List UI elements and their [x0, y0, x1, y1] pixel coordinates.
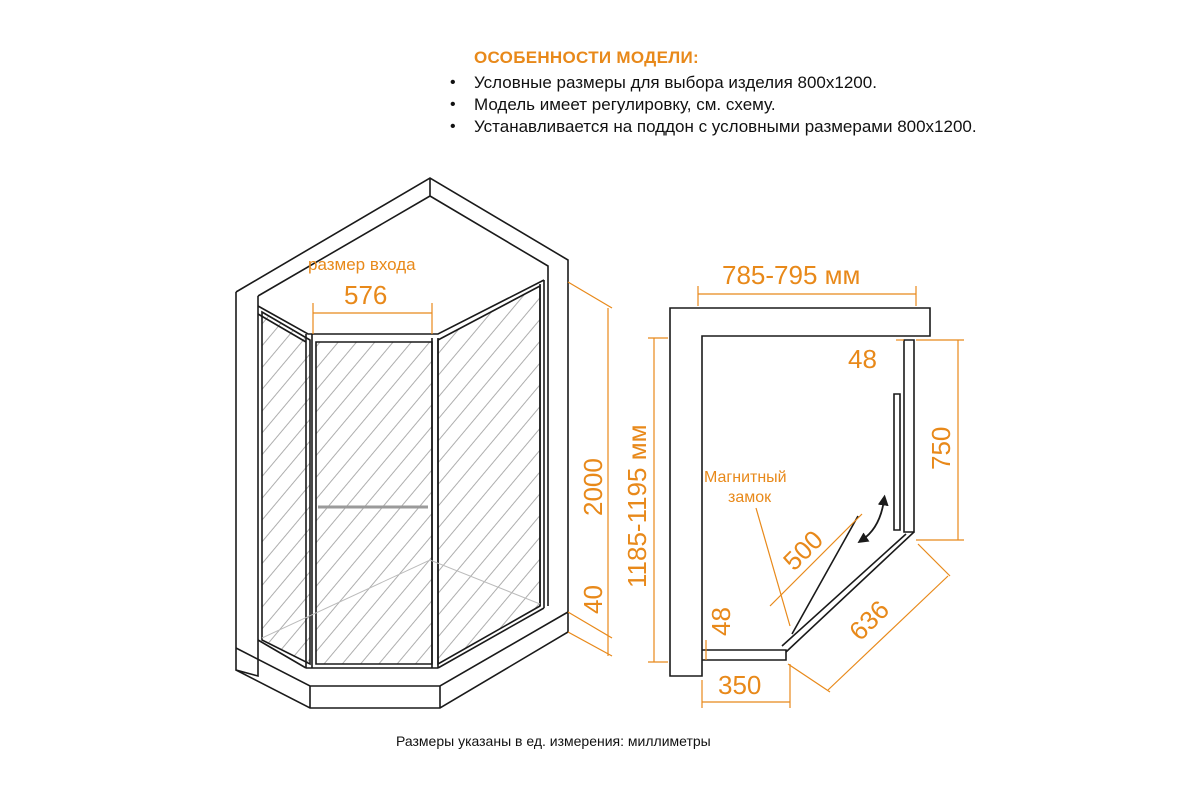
magnet-label-line2: замок [728, 489, 772, 506]
magnet-leader [756, 508, 790, 626]
plan-length-label: 1185-1195 мм [622, 424, 652, 588]
feature-item: • Модель имеет регулировку, см. схему. [474, 94, 1008, 116]
right-fixed-glass [438, 286, 540, 664]
magnet-label-line1: Магнитный [704, 469, 787, 486]
feature-item: • Устанавливается на поддон с условными размерами 800x1200. [474, 116, 1008, 138]
door-label: 500 [777, 524, 829, 577]
top-offset-label: 48 [848, 344, 877, 374]
diagonal-dim-line [828, 576, 948, 690]
diagonal-label: 636 [843, 594, 895, 647]
features-block [448, 48, 1008, 138]
plan-width-label: 785-795 мм [722, 260, 861, 290]
tray-height-label: 40 [578, 585, 608, 614]
left-wall [236, 292, 258, 676]
bottom-profile [702, 650, 786, 660]
bottom-offset-label: 48 [706, 607, 736, 636]
right-glass [894, 394, 900, 530]
bottom-panel-label: 350 [718, 670, 762, 700]
height-label: 2000 [578, 458, 608, 516]
side-panel-label: 750 [926, 426, 956, 470]
plan-dimensions [648, 286, 964, 708]
door-swing-arrow [862, 500, 884, 540]
door-glass [316, 342, 432, 664]
units-footnote: Размеры указаны в ед. измерения: миллиметры [396, 733, 711, 749]
left-fixed-glass [262, 312, 310, 664]
feature-item: • Условные размеры для выбора изделия 800x1200. [474, 72, 1008, 94]
entrance-width-label: 576 [344, 280, 388, 310]
features-list [448, 72, 1008, 138]
right-profile [904, 340, 914, 532]
features-title: ОСОБЕННОСТИ МОДЕЛИ: [474, 48, 699, 67]
entrance-label: размер входа [308, 255, 416, 274]
